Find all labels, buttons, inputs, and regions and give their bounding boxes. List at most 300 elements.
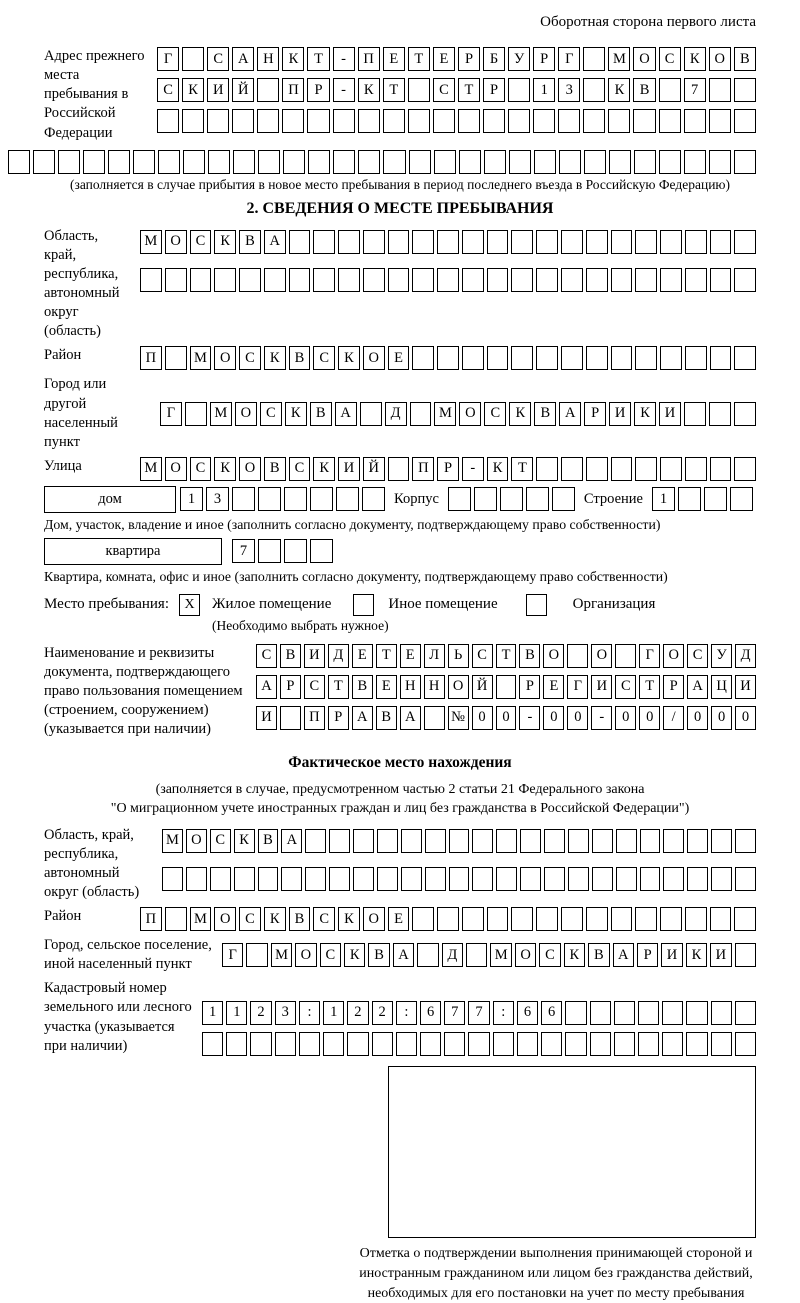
form-cell[interactable]: Р [637, 943, 658, 967]
form-cell[interactable] [586, 268, 608, 292]
form-cell[interactable] [202, 1032, 223, 1056]
form-cell[interactable]: А [264, 230, 286, 254]
form-cell[interactable]: О [165, 230, 187, 254]
form-cell[interactable] [659, 150, 681, 174]
form-cell[interactable] [207, 109, 229, 133]
form-cell[interactable]: Д [385, 402, 407, 426]
form-cell[interactable] [437, 907, 459, 931]
form-cell[interactable]: - [591, 706, 612, 730]
form-cell[interactable] [508, 109, 530, 133]
form-cell[interactable] [586, 907, 608, 931]
confirmation-stamp-box[interactable] [388, 1066, 756, 1238]
form-cell[interactable] [472, 867, 493, 891]
form-cell[interactable]: К [358, 78, 380, 102]
form-cell[interactable] [583, 109, 605, 133]
form-cell[interactable]: Р [483, 78, 505, 102]
form-cell[interactable]: Д [328, 644, 349, 668]
form-cell[interactable] [487, 268, 509, 292]
form-cell[interactable]: С [659, 47, 681, 71]
form-cell[interactable]: К [684, 47, 706, 71]
form-cell[interactable]: 2 [372, 1001, 393, 1025]
form-cell[interactable] [353, 867, 374, 891]
form-cell[interactable]: С [190, 230, 212, 254]
form-cell[interactable] [362, 487, 385, 511]
form-cell[interactable]: Т [328, 675, 349, 699]
form-cell[interactable] [565, 1032, 586, 1056]
form-cell[interactable]: М [434, 402, 456, 426]
form-cell[interactable]: К [214, 457, 236, 481]
form-cell[interactable] [347, 1032, 368, 1056]
form-cell[interactable]: 6 [517, 1001, 538, 1025]
form-cell[interactable]: О [663, 644, 684, 668]
form-cell[interactable]: 1 [226, 1001, 247, 1025]
form-cell[interactable] [568, 867, 589, 891]
form-cell[interactable] [615, 644, 636, 668]
form-cell[interactable] [250, 1032, 271, 1056]
form-cell[interactable]: Р [280, 675, 301, 699]
other-premises-checkbox[interactable] [353, 594, 374, 616]
form-cell[interactable] [383, 150, 405, 174]
form-cell[interactable] [536, 230, 558, 254]
form-cell[interactable] [462, 230, 484, 254]
form-cell[interactable] [660, 457, 682, 481]
form-cell[interactable] [586, 230, 608, 254]
form-cell[interactable]: С [313, 346, 335, 370]
form-cell[interactable]: К [338, 346, 360, 370]
form-cell[interactable]: Н [424, 675, 445, 699]
form-cell[interactable]: О [186, 829, 207, 853]
form-cell[interactable]: Д [735, 644, 756, 668]
form-cell[interactable]: Т [511, 457, 533, 481]
apartment-type-box[interactable]: квартира [44, 538, 222, 565]
form-cell[interactable] [162, 867, 183, 891]
form-cell[interactable]: А [613, 943, 634, 967]
form-cell[interactable] [660, 230, 682, 254]
form-cell[interactable] [710, 346, 732, 370]
form-cell[interactable] [561, 268, 583, 292]
form-cell[interactable] [388, 457, 410, 481]
form-cell[interactable]: 0 [567, 706, 588, 730]
form-cell[interactable]: - [462, 457, 484, 481]
form-cell[interactable]: В [289, 907, 311, 931]
form-cell[interactable] [734, 78, 756, 102]
residential-checkbox[interactable]: X [179, 594, 200, 616]
form-cell[interactable]: Ь [448, 644, 469, 668]
form-cell[interactable] [509, 150, 531, 174]
form-cell[interactable]: Г [157, 47, 179, 71]
form-cell[interactable]: Т [408, 47, 430, 71]
form-cell[interactable] [299, 1032, 320, 1056]
form-cell[interactable]: - [333, 78, 355, 102]
form-cell[interactable] [258, 487, 281, 511]
form-cell[interactable] [662, 1001, 683, 1025]
form-cell[interactable] [710, 907, 732, 931]
form-cell[interactable]: С [207, 47, 229, 71]
form-cell[interactable] [449, 829, 470, 853]
form-cell[interactable] [611, 230, 633, 254]
form-cell[interactable] [284, 487, 307, 511]
form-cell[interactable] [329, 867, 350, 891]
form-cell[interactable] [609, 150, 631, 174]
form-cell[interactable] [592, 829, 613, 853]
form-cell[interactable] [635, 457, 657, 481]
house-type-box[interactable]: дом [44, 486, 176, 513]
form-cell[interactable]: И [661, 943, 682, 967]
form-cell[interactable] [508, 78, 530, 102]
form-cell[interactable]: 3 [558, 78, 580, 102]
form-cell[interactable] [305, 829, 326, 853]
form-cell[interactable]: О [709, 47, 731, 71]
form-cell[interactable]: В [534, 402, 556, 426]
form-cell[interactable] [711, 1001, 732, 1025]
form-cell[interactable]: О [448, 675, 469, 699]
form-cell[interactable]: С [256, 644, 277, 668]
form-cell[interactable] [8, 150, 30, 174]
form-cell[interactable] [559, 150, 581, 174]
form-cell[interactable]: Е [352, 644, 373, 668]
form-cell[interactable]: Й [363, 457, 385, 481]
form-cell[interactable] [710, 457, 732, 481]
form-cell[interactable]: О [239, 457, 261, 481]
form-cell[interactable] [313, 268, 335, 292]
form-cell[interactable]: Е [433, 47, 455, 71]
form-cell[interactable] [710, 230, 732, 254]
form-cell[interactable]: В [588, 943, 609, 967]
form-cell[interactable]: Р [437, 457, 459, 481]
form-cell[interactable]: М [608, 47, 630, 71]
form-cell[interactable] [275, 1032, 296, 1056]
form-cell[interactable] [258, 867, 279, 891]
form-cell[interactable]: Е [376, 675, 397, 699]
form-cell[interactable] [283, 150, 305, 174]
form-cell[interactable] [165, 907, 187, 931]
form-cell[interactable] [561, 457, 583, 481]
form-cell[interactable]: К [234, 829, 255, 853]
form-cell[interactable] [536, 346, 558, 370]
form-cell[interactable]: К [285, 402, 307, 426]
form-cell[interactable]: - [333, 47, 355, 71]
form-cell[interactable] [185, 402, 207, 426]
form-cell[interactable]: В [264, 457, 286, 481]
form-cell[interactable] [659, 109, 681, 133]
form-cell[interactable] [734, 230, 756, 254]
form-cell[interactable] [611, 907, 633, 931]
form-cell[interactable]: Р [533, 47, 555, 71]
form-cell[interactable] [410, 402, 432, 426]
form-cell[interactable]: С [239, 346, 261, 370]
form-cell[interactable] [338, 268, 360, 292]
form-cell[interactable]: 0 [472, 706, 493, 730]
form-cell[interactable] [408, 109, 430, 133]
form-cell[interactable]: О [165, 457, 187, 481]
form-cell[interactable]: С [615, 675, 636, 699]
form-cell[interactable]: М [140, 230, 162, 254]
form-cell[interactable]: И [304, 644, 325, 668]
form-cell[interactable]: М [162, 829, 183, 853]
form-cell[interactable]: В [376, 706, 397, 730]
form-cell[interactable]: М [140, 457, 162, 481]
form-cell[interactable] [474, 487, 497, 511]
form-cell[interactable]: О [295, 943, 316, 967]
form-cell[interactable]: 2 [347, 1001, 368, 1025]
form-cell[interactable]: Е [388, 907, 410, 931]
form-cell[interactable] [232, 487, 255, 511]
form-cell[interactable] [583, 47, 605, 71]
form-cell[interactable] [685, 268, 707, 292]
form-cell[interactable] [424, 706, 445, 730]
form-cell[interactable]: Г [160, 402, 182, 426]
form-cell[interactable] [511, 346, 533, 370]
form-cell[interactable]: В [352, 675, 373, 699]
form-cell[interactable]: Е [388, 346, 410, 370]
form-cell[interactable]: Е [383, 47, 405, 71]
form-cell[interactable]: О [459, 402, 481, 426]
form-cell[interactable] [552, 487, 575, 511]
form-cell[interactable] [468, 1032, 489, 1056]
form-cell[interactable]: 0 [687, 706, 708, 730]
form-cell[interactable] [586, 346, 608, 370]
form-cell[interactable] [313, 230, 335, 254]
form-cell[interactable]: И [207, 78, 229, 102]
form-cell[interactable]: И [609, 402, 631, 426]
form-cell[interactable]: Д [442, 943, 463, 967]
form-cell[interactable]: К [634, 402, 656, 426]
form-cell[interactable]: С [472, 644, 493, 668]
form-cell[interactable] [462, 346, 484, 370]
form-cell[interactable] [541, 1032, 562, 1056]
form-cell[interactable] [458, 109, 480, 133]
form-cell[interactable]: 6 [541, 1001, 562, 1025]
form-cell[interactable] [239, 268, 261, 292]
form-cell[interactable] [678, 487, 701, 511]
form-cell[interactable]: С [190, 457, 212, 481]
form-cell[interactable]: Й [232, 78, 254, 102]
form-cell[interactable] [500, 487, 523, 511]
form-cell[interactable] [487, 907, 509, 931]
form-cell[interactable]: К [264, 346, 286, 370]
form-cell[interactable]: К [313, 457, 335, 481]
form-cell[interactable] [520, 829, 541, 853]
form-cell[interactable] [734, 907, 756, 931]
form-cell[interactable] [336, 487, 359, 511]
form-cell[interactable] [638, 1001, 659, 1025]
form-cell[interactable] [183, 150, 205, 174]
form-cell[interactable]: Т [639, 675, 660, 699]
form-cell[interactable] [310, 487, 333, 511]
form-cell[interactable]: О [515, 943, 536, 967]
form-cell[interactable] [308, 150, 330, 174]
form-cell[interactable] [484, 150, 506, 174]
form-cell[interactable] [257, 78, 279, 102]
form-cell[interactable]: Г [639, 644, 660, 668]
form-cell[interactable]: Т [376, 644, 397, 668]
form-cell[interactable] [635, 346, 657, 370]
form-cell[interactable]: А [335, 402, 357, 426]
form-cell[interactable]: А [352, 706, 373, 730]
form-cell[interactable] [412, 268, 434, 292]
form-cell[interactable] [660, 346, 682, 370]
form-cell[interactable]: № [448, 706, 469, 730]
form-cell[interactable]: 7 [444, 1001, 465, 1025]
form-cell[interactable]: С [313, 907, 335, 931]
form-cell[interactable] [417, 943, 438, 967]
form-cell[interactable]: Е [543, 675, 564, 699]
form-cell[interactable]: С [484, 402, 506, 426]
form-cell[interactable]: О [591, 644, 612, 668]
form-cell[interactable]: 7 [684, 78, 706, 102]
form-cell[interactable] [158, 150, 180, 174]
form-cell[interactable]: Г [558, 47, 580, 71]
form-cell[interactable]: Т [496, 644, 517, 668]
form-cell[interactable] [734, 268, 756, 292]
form-cell[interactable] [401, 867, 422, 891]
form-cell[interactable] [186, 867, 207, 891]
form-cell[interactable] [425, 867, 446, 891]
form-cell[interactable] [233, 150, 255, 174]
form-cell[interactable] [709, 109, 731, 133]
form-cell[interactable]: С [687, 644, 708, 668]
form-cell[interactable]: У [711, 644, 732, 668]
form-cell[interactable] [140, 268, 162, 292]
form-cell[interactable]: П [140, 907, 162, 931]
form-cell[interactable] [358, 150, 380, 174]
form-cell[interactable] [83, 150, 105, 174]
form-cell[interactable] [660, 268, 682, 292]
form-cell[interactable] [420, 1032, 441, 1056]
form-cell[interactable] [360, 402, 382, 426]
form-cell[interactable] [264, 268, 286, 292]
form-cell[interactable] [635, 230, 657, 254]
form-cell[interactable] [711, 1032, 732, 1056]
form-cell[interactable] [586, 457, 608, 481]
form-cell[interactable]: 0 [735, 706, 756, 730]
form-cell[interactable] [388, 268, 410, 292]
form-cell[interactable] [685, 230, 707, 254]
form-cell[interactable] [289, 268, 311, 292]
form-cell[interactable]: В [310, 402, 332, 426]
form-cell[interactable] [536, 268, 558, 292]
form-cell[interactable] [520, 867, 541, 891]
form-cell[interactable]: Ц [711, 675, 732, 699]
form-cell[interactable] [190, 268, 212, 292]
form-cell[interactable]: Г [222, 943, 243, 967]
form-cell[interactable]: 1 [180, 487, 203, 511]
form-cell[interactable]: К [686, 943, 707, 967]
form-cell[interactable] [258, 150, 280, 174]
form-cell[interactable] [616, 829, 637, 853]
form-cell[interactable]: В [734, 47, 756, 71]
form-cell[interactable] [561, 907, 583, 931]
form-cell[interactable] [363, 268, 385, 292]
form-cell[interactable]: А [687, 675, 708, 699]
form-cell[interactable]: С [433, 78, 455, 102]
form-cell[interactable] [734, 346, 756, 370]
form-cell[interactable] [210, 867, 231, 891]
form-cell[interactable] [437, 346, 459, 370]
form-cell[interactable]: Н [257, 47, 279, 71]
form-cell[interactable] [633, 109, 655, 133]
form-cell[interactable]: Р [328, 706, 349, 730]
form-cell[interactable]: Г [567, 675, 588, 699]
form-cell[interactable] [735, 1001, 756, 1025]
form-cell[interactable] [257, 109, 279, 133]
form-cell[interactable] [444, 1032, 465, 1056]
form-cell[interactable] [663, 867, 684, 891]
form-cell[interactable]: : [493, 1001, 514, 1025]
form-cell[interactable] [686, 1001, 707, 1025]
form-cell[interactable] [433, 109, 455, 133]
form-cell[interactable]: 1 [652, 487, 675, 511]
form-cell[interactable] [686, 1032, 707, 1056]
form-cell[interactable]: П [140, 346, 162, 370]
form-cell[interactable]: О [633, 47, 655, 71]
form-cell[interactable] [735, 1032, 756, 1056]
form-cell[interactable]: / [663, 706, 684, 730]
form-cell[interactable] [561, 230, 583, 254]
form-cell[interactable] [157, 109, 179, 133]
form-cell[interactable] [608, 109, 630, 133]
form-cell[interactable]: 7 [468, 1001, 489, 1025]
form-cell[interactable]: М [271, 943, 292, 967]
form-cell[interactable]: 1 [202, 1001, 223, 1025]
form-cell[interactable] [289, 230, 311, 254]
form-cell[interactable] [590, 1032, 611, 1056]
form-cell[interactable] [282, 109, 304, 133]
form-cell[interactable] [685, 457, 707, 481]
form-cell[interactable] [640, 867, 661, 891]
form-cell[interactable]: О [235, 402, 257, 426]
form-cell[interactable]: 7 [232, 539, 255, 563]
form-cell[interactable] [634, 150, 656, 174]
form-cell[interactable]: О [214, 907, 236, 931]
form-cell[interactable] [234, 867, 255, 891]
form-cell[interactable] [735, 943, 756, 967]
form-cell[interactable] [425, 829, 446, 853]
form-cell[interactable] [401, 829, 422, 853]
form-cell[interactable] [383, 109, 405, 133]
form-cell[interactable]: 0 [543, 706, 564, 730]
form-cell[interactable] [734, 109, 756, 133]
form-cell[interactable] [685, 346, 707, 370]
form-cell[interactable]: М [190, 907, 212, 931]
form-cell[interactable] [333, 109, 355, 133]
form-cell[interactable] [133, 150, 155, 174]
form-cell[interactable]: Р [307, 78, 329, 102]
form-cell[interactable]: С [260, 402, 282, 426]
form-cell[interactable] [388, 230, 410, 254]
form-cell[interactable]: И [659, 402, 681, 426]
form-cell[interactable]: 0 [711, 706, 732, 730]
form-cell[interactable]: : [299, 1001, 320, 1025]
form-cell[interactable]: В [519, 644, 540, 668]
form-cell[interactable]: У [508, 47, 530, 71]
form-cell[interactable]: К [608, 78, 630, 102]
form-cell[interactable]: С [304, 675, 325, 699]
form-cell[interactable] [663, 829, 684, 853]
form-cell[interactable] [511, 268, 533, 292]
form-cell[interactable] [709, 402, 731, 426]
form-cell[interactable] [165, 346, 187, 370]
form-cell[interactable] [583, 78, 605, 102]
form-cell[interactable] [466, 943, 487, 967]
form-cell[interactable] [284, 539, 307, 563]
form-cell[interactable]: К [338, 907, 360, 931]
form-cell[interactable] [592, 867, 613, 891]
form-cell[interactable]: А [281, 829, 302, 853]
form-cell[interactable]: 1 [533, 78, 555, 102]
form-cell[interactable] [226, 1032, 247, 1056]
form-cell[interactable] [526, 487, 549, 511]
